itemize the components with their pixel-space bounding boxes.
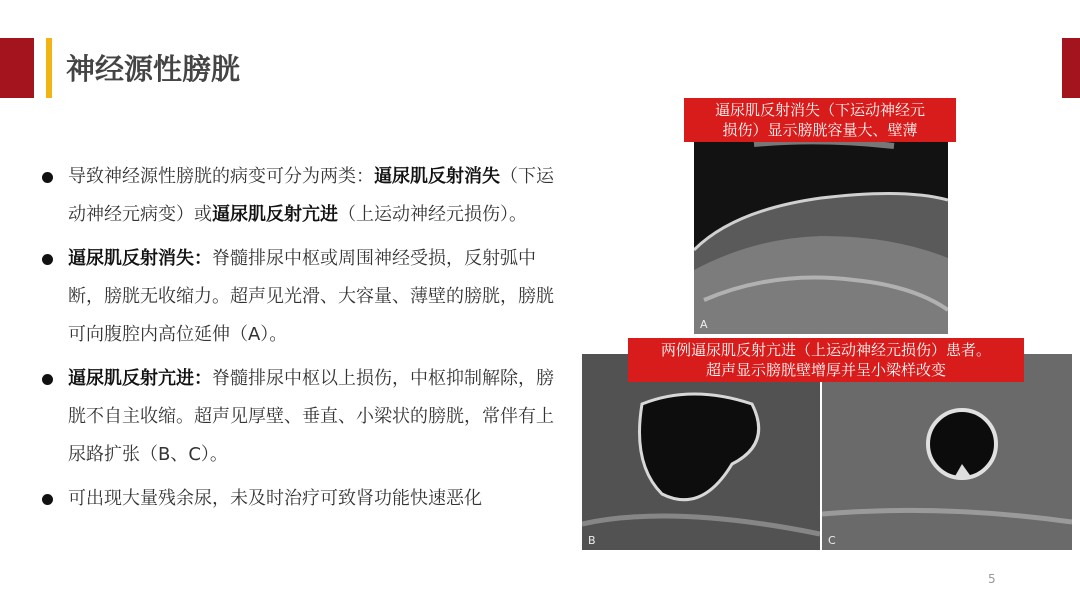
bullet-item: 逼尿肌反射亢进：脊髓排尿中枢以上损伤，中枢抑制解除，膀胱不自主收缩。超声见厚壁、垂直、小梁状的膀胱，常伴有上尿路扩张（B、C）。 xyxy=(38,360,568,474)
bullet-dot-icon xyxy=(42,374,53,385)
bullet-item: 导致神经源性膀胱的病变可分为两类：逼尿肌反射消失（下运动神经元病变）或逼尿肌反射亢进（上运动神经元损伤）。 xyxy=(38,158,568,234)
ultrasound-image-a xyxy=(694,140,948,334)
panel-label-c: C xyxy=(828,534,836,547)
panel-label-b: B xyxy=(588,534,596,547)
bullet-dot-icon xyxy=(42,172,53,183)
caption-bottom: 两例逼尿肌反射亢进（上运动神经元损伤）患者。 超声显示膀胱壁增厚并呈小梁样改变 xyxy=(628,338,1024,382)
panel-label-a: A xyxy=(700,318,708,331)
page-title: 神经源性膀胱 xyxy=(66,52,241,86)
ultrasound-image-b xyxy=(582,354,820,550)
header-band-right xyxy=(1062,38,1080,98)
header-band-left xyxy=(0,38,34,98)
bullet-dot-icon xyxy=(42,254,53,265)
bullet-item: 可出现大量残余尿，未及时治疗可致肾功能快速恶化 xyxy=(38,480,568,518)
page-number: 5 xyxy=(988,572,996,586)
bullet-item: 逼尿肌反射消失：脊髓排尿中枢或周围神经受损，反射弧中断，膀胱无收缩力。超声见光滑、大容量、薄壁的膀胱，膀胱可向腹腔内高位延伸（A）。 xyxy=(38,240,568,354)
bullet-dot-icon xyxy=(42,494,53,505)
ultrasound-image-c xyxy=(822,354,1072,550)
caption-top: 逼尿肌反射消失（下运动神经元 损伤）显示膀胱容量大、壁薄 xyxy=(684,98,956,142)
bullet-list xyxy=(38,158,568,524)
header-accent-bar xyxy=(46,38,52,98)
